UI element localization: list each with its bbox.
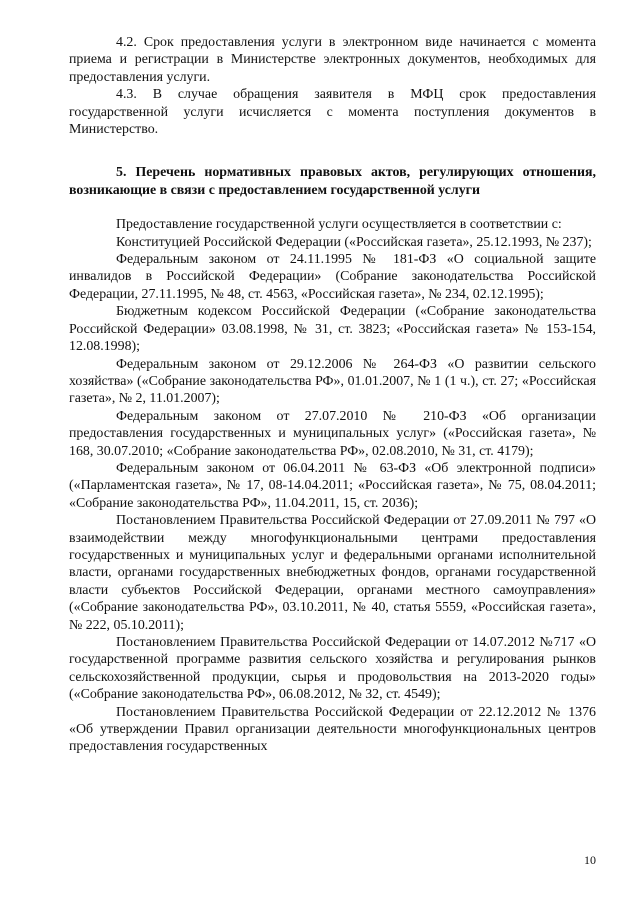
legal-act-item: Постановлением Правительства Российской Федерации от 27.09.2011 № 797 «О взаимодействии между многофункциональными центрами предоставления государственных и муниципальных услуг и федеральными органами исполнительной власти, органами государственных внебюджетных фондов, органами государственной власти субъектов Российской Федерации, органами местного самоуправления» («Собрание законодательства РФ», 03.10.2011, № 40, статья 5559, «Российская газета», № 222, 05.10.2011);: [69, 513, 596, 633]
section-5-intro: Предоставление государственной услуги осуществляется в соответствии с:: [116, 217, 562, 233]
paragraph-4-2: 4.2. Срок предоставления услуги в электронном виде начинается с момента приема и регистрации в Министерстве электронных документов, необходимых для предоставления услуги.: [69, 35, 596, 85]
legal-act-item: Федеральным законом от 27.07.2010 № 210-ФЗ «Об организации предоставления государственных и муниципальных услуг» («Российская газета», № 168, 30.07.2010; «Собрание законодательства РФ», 02.08.2010, № 31, ст. 4179);: [69, 408, 596, 459]
page-number: 10: [584, 853, 596, 867]
legal-act-item: Федеральным законом от 06.04.2011 № 63-ФЗ «Об электронной подписи» («Парламентская газета», № 17, 08-14.04.2011; «Российская газета», № 75, 08.04.2011; «Собрание законодательства РФ», 11.04.2011, 15, ст. 2036);: [69, 460, 596, 511]
section-spacer: [69, 138, 596, 164]
legal-act-item: Постановлением Правительства Российской Федерации от 14.07.2012 №717 «О государственной программе развития сельского хозяйства и регулирования рынков сельскохозяйственной продукции, сырья и продовольствия на 2013-2020 годы» («Собрание законодательства РФ», 06.08.2012, № 32, ст. 4549);: [69, 635, 596, 703]
legal-act-item: Постановлением Правительства Российской Федерации от 22.12.2012 № 1376 «Об утверждении Правил организации деятельности многофункциональных центров предоставления государственных: [69, 704, 596, 755]
section-spacer: [69, 199, 596, 216]
page-content: [69, 34, 596, 756]
legal-act-item: Федеральным законом от 24.11.1995 № 181-ФЗ «О социальной защите инвалидов в Российской Федерации» (Собрание законодательства Российской Федерации, 27.11.1995, № 48, ст. 4563, «Российская газета», № 234, 02.12.1995);: [69, 252, 596, 302]
legal-act-item: Конституцией Российской Федерации («Российская газета», 25.12.1993, № 237);: [116, 234, 592, 250]
legal-act-item: Федеральным законом от 29.12.2006 № 264-ФЗ «О развитии сельского хозяйства» («Собрание законодательства РФ», 01.01.2007, № 1 (1 ч.), ст. 27; «Российская газета», № 2, 11.01.2007);: [69, 356, 596, 407]
section-5-heading: 5. Перечень нормативных правовых актов, регулирующих отношения, возникающие в связи с предоставлением государственной услуги: [69, 165, 596, 198]
paragraph-4-3: 4.3. В случае обращения заявителя в МФЦ срок предоставления государственной услуги исчисляется с момента поступления документов в Министерство.: [69, 87, 596, 138]
legal-act-item: Бюджетным кодексом Российской Федерации («Собрание законодательства Российской Федерации» 03.08.1998, № 31, ст. 3823; «Российская газета» № 153-154, 12.08.1998);: [69, 304, 596, 355]
